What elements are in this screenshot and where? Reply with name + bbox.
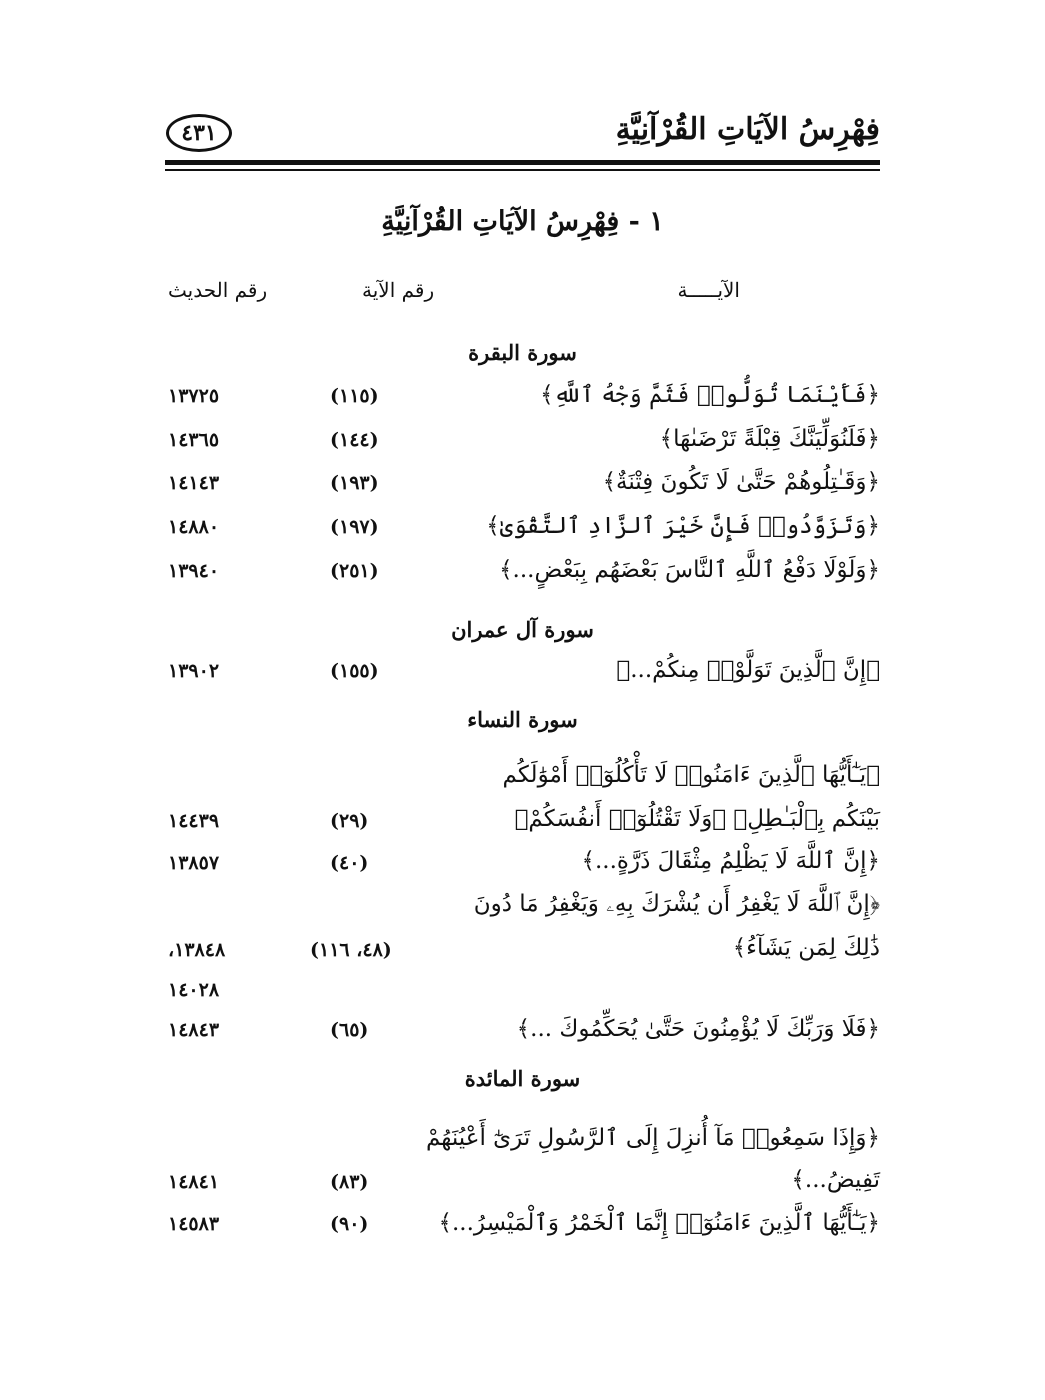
ayah-number: (١٤٤) — [330, 429, 379, 451]
verse-text: ﴿إِنَّ ٱللَّهَ لَا يَغْفِرُ أَن يُشْرَكَ بِهِۦ وَيَغْفِرُ مَا دُونَ — [473, 891, 880, 917]
verse-text: تَفِيضُ...﴾ — [791, 1167, 880, 1193]
verse-text: ﴿يَـٰٓأَيُّهَا ٱلَّذِينَ ءَامَنُوا۟ لَا تَأْكُلُوٓا۟ أَمْوَٰلَكُم — [502, 762, 880, 788]
column-header-hadith-number: رقم الحديث — [168, 278, 268, 302]
hadith-number: ١٣٨٥٧ — [168, 852, 220, 874]
hadith-number: ١٤١٤٣ — [168, 472, 220, 494]
verse-text: ﴿فَلَنُوَلِّيَنَّكَ قِبْلَةً تَرْضَىٰهَا﴾ — [659, 426, 880, 452]
ayah-number: (٤٨، ١١٦) — [310, 939, 392, 961]
verse-text: ﴿وَلَوْلَا دَفْعُ ٱللَّهِ ٱلنَّاسَ بَعْضَهُم بِبَعْضٍ...﴾ — [499, 557, 880, 583]
surah-heading: سورة آل عمران — [451, 617, 594, 642]
ayah-number: (٤٠) — [330, 852, 369, 874]
verse-text: ﴿يَـٰٓأَيُّهَا ٱلَّذِينَ ءَامَنُوٓا۟ إِنَّمَا ٱلْخَمْرُ وَٱلْمَيْسِرُ...﴾ — [438, 1210, 880, 1236]
verse-text: ﴿وَقَـٰتِلُوهُمْ حَتَّىٰ لَا تَكُونَ فِتْنَةٌ﴾ — [602, 469, 880, 495]
surah-heading: سورة البقرة — [468, 340, 577, 365]
hadith-number: ١٤٣٦٥ — [168, 429, 220, 451]
hadith-number: ١٤٠٢٨ — [168, 979, 220, 1001]
surah-heading: سورة المائدة — [464, 1066, 581, 1091]
hadith-number: ١٤٨٨٠ — [168, 516, 220, 538]
hadith-number: ١٤٨٤١ — [168, 1171, 220, 1193]
page-number-badge: ٤٣١ — [166, 114, 232, 152]
verse-text: ﴿إِنَّ ٱللَّهَ لَا يَظْلِمُ مِثْقَالَ ذَرَّةٍ...﴾ — [581, 848, 880, 874]
verse-text: ﴿فَلَا وَرَبِّكَ لَا يُؤْمِنُونَ حَتَّىٰ يُحَكِّمُوكَ ...﴾ — [516, 1016, 880, 1042]
hadith-number: ١٣٩٠٢ — [168, 660, 220, 682]
ayah-number: (١١٥) — [330, 385, 379, 407]
verse-text: ﴿فَأَيْنَمَا تُوَلُّوا۟ فَثَمَّ وَجْهُ ٱللَّهِ﴾ — [540, 382, 880, 408]
ayah-number: (٨٣) — [330, 1171, 369, 1193]
hadith-number: ١٤٥٨٣ — [168, 1213, 220, 1235]
verse-text: ﴿وَتَزَوَّدُوا۟ فَإِنَّ خَيْرَ ٱلزَّادِ ٱلتَّقْوَىٰ﴾ — [486, 513, 880, 539]
ayah-number: (١٩٧) — [330, 516, 379, 538]
verse-text: ﴿إِنَّ ٱلَّذِينَ تَوَلَّوْا۟ مِنكُمْ...﴾ — [616, 657, 880, 683]
ayah-number: (٢٩) — [330, 810, 369, 832]
section-title: ١ - فِهْرِسُ الآيَاتِ القُرْآنِيَّةِ — [381, 206, 664, 237]
header-rule-thin — [165, 169, 880, 171]
running-header-title: فِهْرِسُ الآيَاتِ القُرْآنِيَّةِ — [615, 112, 880, 147]
hadith-number: ١٣٨٤٨، — [168, 939, 226, 961]
verse-text: ﴿وَإِذَا سَمِعُوا۟ مَآ أُنزِلَ إِلَى ٱلرَّسُولِ تَرَىٰٓ أَعْيُنَهُمْ — [425, 1125, 880, 1151]
column-header-ayah: الآيـــــة — [677, 278, 740, 302]
hadith-number: ١٤٨٤٣ — [168, 1019, 220, 1041]
ayah-number: (٩٠) — [330, 1213, 369, 1235]
ayah-number: (٢٥١) — [330, 560, 379, 582]
hadith-number: ١٣٩٤٠ — [168, 560, 220, 582]
ayah-number: (١٩٣) — [330, 472, 379, 494]
column-header-ayah-number: رقم الآية — [362, 278, 435, 302]
verse-text: ذَٰلِكَ لِمَن يَشَآءُ﴾ — [732, 935, 880, 961]
verse-text: بَيْنَكُم بِٱلْبَـٰطِلِ﴾ ﴿وَلَا تَقْتُلُوٓا۟ أَنفُسَكُمْ﴾ — [514, 806, 880, 832]
ayah-number: (١٥٥) — [330, 660, 379, 682]
hadith-number: ١٤٤٣٩ — [168, 810, 220, 832]
surah-heading: سورة النساء — [467, 707, 578, 732]
header-rule-thick — [165, 160, 880, 165]
hadith-number: ١٣٧٢٥ — [168, 385, 220, 407]
ayah-number: (٦٥) — [330, 1019, 369, 1041]
